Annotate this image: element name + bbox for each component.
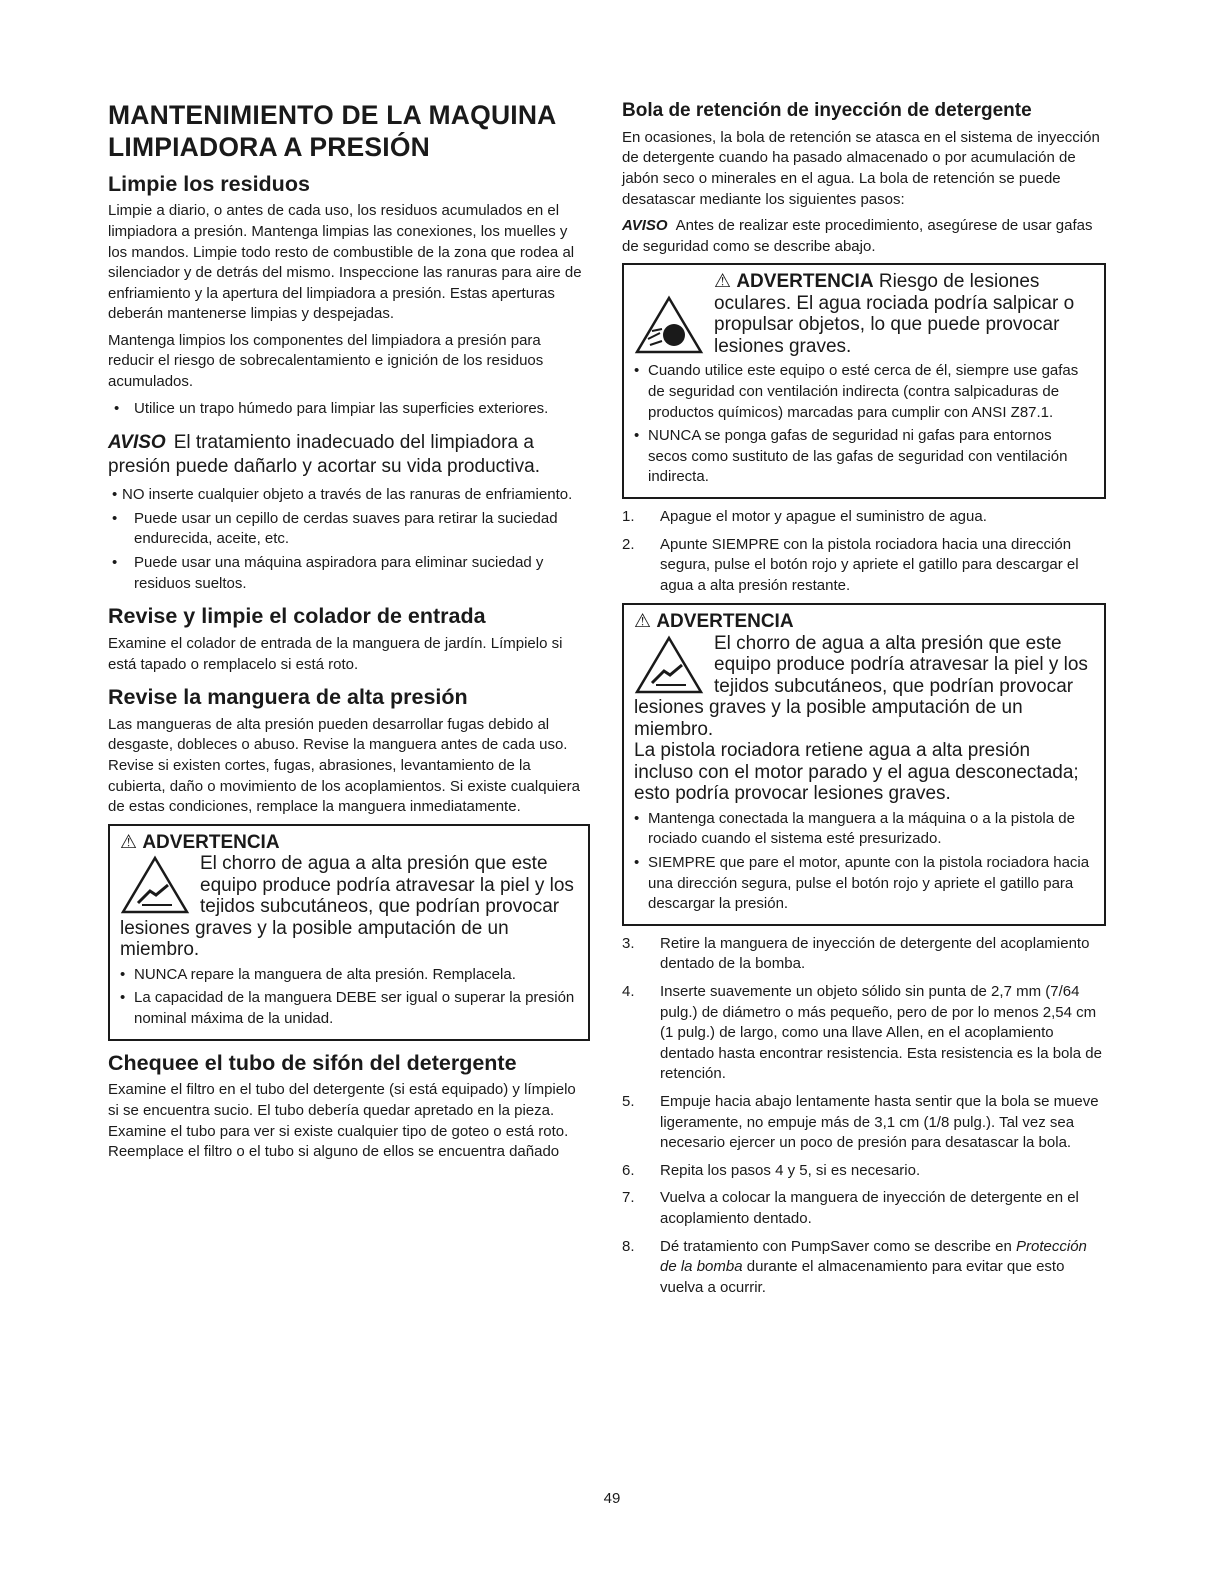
warning-triangle-icon: ⚠ <box>714 271 732 293</box>
paragraph: Mantenga limpios los componentes del limpiadora a presión para reducir el riesgo de sobrecalentamiento e ignición de los residuos acumulados. <box>108 331 544 391</box>
step-number: 5. <box>622 1092 635 1110</box>
warning-text: El chorro de agua a alta presión que este equipo produce podría atravesar la piel y los tejidos subcutáneos, que podrían provocar lesiones graves y la posible amputación de un miembro. <box>634 632 1088 740</box>
list-item: • NO inserte cualquier objeto a través de las ranuras de enfriamiento. <box>108 485 590 506</box>
list-item: • Puede usar un cepillo de cerdas suaves para retirar la suciedad endurecida, aceite, etc. <box>108 509 590 550</box>
aviso-text: El tratamiento inadecuado del limpiadora a presión puede dañarlo y acortar su vida productiva. <box>108 432 540 478</box>
list-item: • Mantenga conectada la manguera a la máquina o a la pistola de rociado cuando el sistema esté presurizado. <box>634 809 1092 850</box>
step-item <box>622 1161 1106 1182</box>
paragraph: Las mangueras de alta presión pueden desarrollar fugas debido al desgaste, dobleces o abuso. Revise la manguera antes de cada uso. Revise si existen cortes, fugas, abrasiones, levantamiento de la cubierta, daño o movimiento de los acoplamientos. Si existe cualquiera de estas condiciones, remplace la manguera inmediatamente. <box>108 715 580 816</box>
right-column <box>622 100 1106 1305</box>
warning-box-eye <box>622 263 1106 499</box>
warning-bullets <box>634 361 1092 488</box>
warning-header <box>634 611 1092 633</box>
step-text: Apague el motor y apague el suministro de agua. <box>660 507 987 525</box>
warning-label: ADVERTENCIA <box>142 831 280 853</box>
step-number: 2. <box>622 535 635 553</box>
step-item <box>622 1188 1106 1229</box>
list-item: • La capacidad de la manguera DEBE ser igual o superar la presión nominal máxima de la unidad. <box>120 988 576 1029</box>
list-item: • SIEMPRE que pare el motor, apunte con la pistola rociadora hacia una dirección segura, pulse el botón rojo y apriete el gatillo para descargar la presión. <box>634 853 1092 915</box>
skin-injection-hazard-icon <box>120 855 190 915</box>
step-text: Retire la manguera de inyección de detergente del acoplamiento dentado de la bomba. <box>660 934 1090 973</box>
heading-colador: Revise y limpie el colador de entrada <box>108 604 486 629</box>
warning-label: ADVERTENCIA <box>736 271 874 293</box>
list-item: • NUNCA se ponga gafas de seguridad ni gafas para entornos secos como sustituto de las gafas de seguridad con ventilación indirecta. <box>634 426 1092 488</box>
warning-triangle-icon: ⚠ <box>634 611 652 633</box>
step-text: Dé tratamiento con PumpSaver como se describe en <box>660 1237 1012 1255</box>
list-item: • NUNCA repare la manguera de alta presión. Remplacela. <box>120 965 576 986</box>
warning-box-pressure <box>622 603 1106 925</box>
step-item <box>622 934 1106 975</box>
aviso-label: AVISO <box>622 217 668 235</box>
heading-bola-retencion: Bola de retención de inyección de detergente <box>622 100 1032 121</box>
list-item: • Cuando utilice este equipo o esté cerca de él, siempre use gafas de seguridad con ventilación indirecta (contra salpicaduras de productos químicos) marcadas para cumplir con ANSI Z87.1. <box>634 361 1092 423</box>
step-number: 6. <box>622 1161 635 1179</box>
left-column <box>108 100 590 1169</box>
step-number: 7. <box>622 1189 635 1207</box>
skin-injection-hazard-icon <box>634 635 704 695</box>
step-text: Empuje hacia abajo lentamente hasta sentir que la bola se mueve ligeramente, no empuje más de 3,1 cm (1/8 pulg.). Tal vez sea necesario ejercer un poco de presión para desatascar la bola. <box>660 1092 1099 1152</box>
step-text: durante el almacenamiento para evitar que esto vuelva a ocurrir. <box>660 1258 1065 1296</box>
warning-label: ADVERTENCIA <box>656 611 794 633</box>
paragraph: En ocasiones, la bola de retención se atasca en el sistema de inyección de detergente cuando ha pasado almacenado o por acumulación de jabón seco o minerales en el agua. La bola de retención se puede desatascar mediante los siguientes pasos: <box>622 128 1100 208</box>
aviso-text: Antes de realizar este procedimiento, asegúrese de usar gafas de seguridad como se describe abajo. <box>622 217 1093 255</box>
step-number: 1. <box>622 507 635 525</box>
paragraph: Examine el filtro en el tubo del detergente (si está equipado) y límpielo si se encuentra sucio. El tubo debería quedar apretado en la pieza. Examine el tubo para ver si existe cualquier tipo de goteo o está roto. Reemplace el filtro o el tubo si alguno de ellos se encuentra dañado <box>108 1081 576 1161</box>
warning-text-2: La pistola rociadora retiene agua a alta presión incluso con el motor parado y el agua desconectada; esto podría provocar lesiones graves. <box>634 740 1079 805</box>
heading-limpie-residuos: Limpie los residuos <box>108 171 310 196</box>
page-title: MANTENIMIENTO DE LA MAQUINA LIMPIADORA A PRESIÓN <box>108 100 556 162</box>
step-item <box>622 1237 1106 1299</box>
list-item: • Puede usar una máquina aspiradora para eliminar suciedad y residuos sueltos. <box>108 553 590 594</box>
bullet-list <box>108 399 590 420</box>
step-number: 3. <box>622 934 635 952</box>
warning-text: El chorro de agua a alta presión que este equipo produce podría atravesar la piel y los tejidos subcutáneos, que podrían provocar lesiones graves y la posible amputación de un miembro. <box>120 853 574 961</box>
steps-list <box>622 507 1106 596</box>
warning-box <box>108 824 590 1041</box>
steps-list <box>622 934 1106 1299</box>
step-number: 8. <box>622 1237 635 1255</box>
paragraph: Limpie a diario, o antes de cada uso, los residuos acumulados en el limpiadora a presión. Mantenga limpias las conexiones, los muelles y los mandos. Limpie todo resto de combustible de la zona que rodea al silenciador y de detrás del mismo. Inspeccione las ranuras para aire de enfriamiento y la apertura del limpiadora a presión. Estas aperturas deberán mantenerse limpias y despejadas. <box>108 202 582 323</box>
warning-header <box>120 832 576 854</box>
page-number: 49 <box>603 1490 621 1507</box>
step-reference: Protección de la bomba <box>660 1237 1087 1276</box>
step-item <box>622 1092 1106 1154</box>
bullet-list <box>108 485 590 594</box>
aviso-note <box>108 431 590 479</box>
warning-bullets <box>634 809 1092 915</box>
warning-text: Riesgo de lesiones oculares. El agua rociada podría salpicar o propulsar objetos, lo que puede provocar lesiones graves. <box>714 271 1075 357</box>
step-text: Repita los pasos 4 y 5, si es necesario. <box>660 1161 921 1179</box>
eye-injury-hazard-icon <box>634 295 704 355</box>
heading-manguera: Revise la manguera de alta presión <box>108 685 468 710</box>
list-item: • Utilice un trapo húmedo para limpiar las superficies exteriores. <box>108 399 590 420</box>
step-item <box>622 507 1106 528</box>
warning-triangle-icon: ⚠ <box>120 831 138 853</box>
aviso-note <box>622 216 1106 257</box>
aviso-label: AVISO <box>108 432 166 454</box>
step-text: Vuelva a colocar la manguera de inyección de detergente en el acoplamiento dentado. <box>660 1189 1079 1227</box>
warning-bullets <box>120 965 576 1030</box>
step-item <box>622 535 1106 597</box>
step-item <box>622 982 1106 1085</box>
step-text: Apunte SIEMPRE con la pistola rociadora hacia una dirección segura, pulse el botón rojo y apriete el gatillo para descargar el agua a alta presión restante. <box>660 535 1079 594</box>
step-number: 4. <box>622 983 635 1000</box>
paragraph: Examine el colador de entrada de la manguera de jardín. Límpielo si está tapado o remplacelo si está roto. <box>108 634 563 673</box>
heading-tubo-sifon: Chequee el tubo de sifón del detergente <box>108 1050 517 1075</box>
step-text: Inserte suavemente un objeto sólido sin punta de 2,7 mm (7/64 pulg.) de diámetro o más pequeño, pero de por lo menos 2,54 cm (1 pulg.) de largo, como una llave Allen, en el acoplamiento dentado hasta encontrar resistencia. Esta resistencia es la bola de retención. <box>660 983 1102 1083</box>
